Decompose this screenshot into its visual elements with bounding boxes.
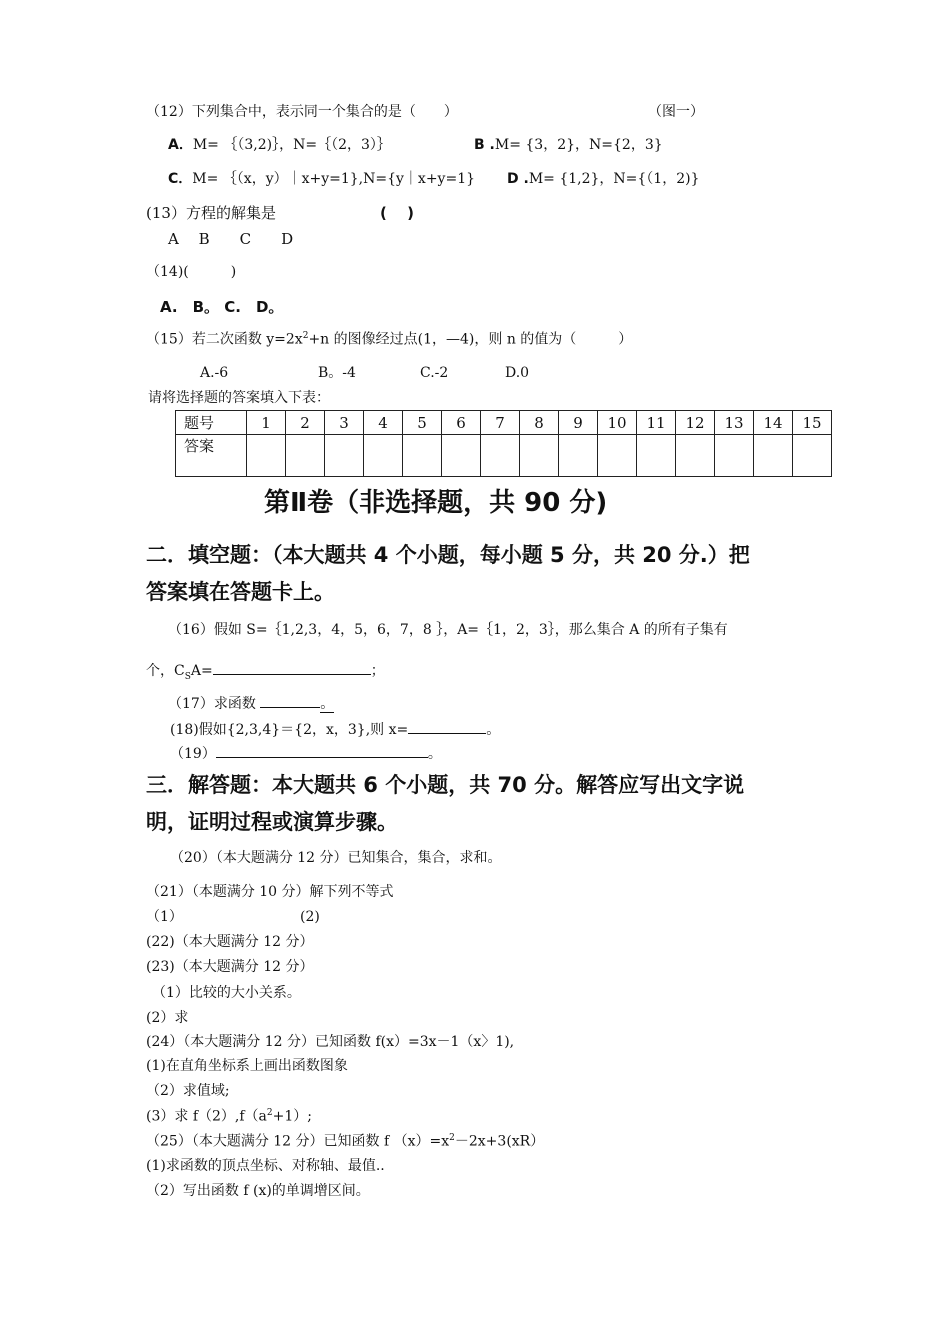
- q23-text: (23)（本大题满分 12 分）: [146, 959, 314, 975]
- table-cell-number: 4: [364, 411, 403, 435]
- q14-stem: （14)( ): [146, 264, 237, 280]
- q24-part3-sup: 2: [266, 1108, 273, 1118]
- q15-stem-post: +n 的图像经过点(1，—4)，则 n 的值为（ ）: [308, 331, 633, 348]
- table-header-number: 题号: [176, 411, 247, 435]
- table-cell-number: 10: [598, 411, 637, 435]
- answer-cell[interactable]: [676, 435, 715, 477]
- q13-options: A B C D: [168, 230, 294, 248]
- q22-text: (22)（本大题满分 12 分）: [146, 934, 314, 950]
- table-cell-number: 2: [286, 411, 325, 435]
- table-row-answers: [176, 435, 832, 477]
- table-cell-number: 12: [676, 411, 715, 435]
- q25-text-pre: （25）（本大题满分 12 分）已知函数 f （x）=x: [146, 1133, 450, 1150]
- q25-part2: （2）写出函数 f (x)的单调增区间。: [146, 1183, 370, 1199]
- q12-option-c: [168, 171, 475, 188]
- option-c-label: C．: [168, 171, 193, 187]
- q15-option-a: A.-6: [200, 365, 229, 381]
- table-cell-number: 3: [325, 411, 364, 435]
- answer-cell[interactable]: [793, 435, 832, 477]
- q14-options: A. B。 C. D。: [160, 298, 284, 316]
- q19-line: [170, 742, 442, 763]
- part2-title: 第Ⅱ卷（非选择题，共 90 分): [264, 488, 608, 518]
- answer-cell[interactable]: [715, 435, 754, 477]
- q15-stem: [146, 331, 632, 348]
- q23-part1: （1）比较的大小关系。: [152, 985, 301, 1001]
- answer-cell[interactable]: [598, 435, 637, 477]
- q25-text: [146, 1133, 544, 1150]
- q24-part2: （2）求值域;: [146, 1083, 230, 1099]
- q13-paren: ( ): [380, 204, 414, 222]
- q13-stem: (13）方程的解集是: [146, 204, 276, 222]
- q16-text-mid: A=: [190, 663, 213, 679]
- q16-sub: S: [184, 671, 191, 682]
- answer-cell[interactable]: [637, 435, 676, 477]
- q17-blank[interactable]: [260, 692, 320, 708]
- option-b-label: B .: [474, 137, 495, 153]
- q15-option-d: D.0: [505, 365, 530, 381]
- q15-stem-pre: （15）若二次函数 y=2x: [146, 331, 303, 348]
- section3-heading-line1: 三．解答题：本大题共 6 个小题，共 70 分。解答应写出文字说: [146, 773, 745, 797]
- q12-stem: （12）下列集合中，表示同一个集合的是（ ）: [146, 104, 458, 120]
- table-cell-number: 6: [442, 411, 481, 435]
- q21-text: （21）（本题满分 10 分）解下列不等式: [146, 884, 394, 900]
- option-a-label: A．: [168, 137, 193, 153]
- q25-text-post: －2x+3(xR）: [454, 1133, 545, 1150]
- q18-line: [170, 718, 500, 739]
- section3-heading-line2: 明，证明过程或演算步骤。: [146, 810, 398, 834]
- q18-end: 。: [486, 722, 501, 738]
- option-d-label: D .: [507, 171, 529, 187]
- answer-cell[interactable]: [520, 435, 559, 477]
- q15-option-c: C.-2: [420, 365, 449, 381]
- answer-cell[interactable]: [754, 435, 793, 477]
- q23-part2: (2）求: [146, 1010, 189, 1026]
- q12-option-a: [168, 137, 391, 154]
- option-c-text: M= ｛（x，y）｜x+y=1},N={y｜x+y=1}: [192, 171, 476, 187]
- q12-option-b: [474, 137, 663, 154]
- q12-figure-label: （图一）: [648, 104, 704, 120]
- answer-cell[interactable]: [403, 435, 442, 477]
- section2-heading-line2: 答案填在答题卡上。: [146, 580, 335, 604]
- q15-option-b: B。-4: [318, 365, 356, 381]
- q16-text-post: ；: [370, 663, 385, 679]
- option-b-text: M= {3，2}，N={2，3}: [494, 137, 663, 153]
- answer-cell[interactable]: [364, 435, 403, 477]
- q24-part3-pre: (3）求 f（2）,f（a: [146, 1108, 267, 1125]
- table-cell-number: 13: [715, 411, 754, 435]
- q24-part1: (1)在直角坐标系上画出函数图象: [146, 1058, 348, 1074]
- q21-part2: (2): [300, 909, 320, 925]
- answer-cell[interactable]: [442, 435, 481, 477]
- q15-sup: 2: [302, 331, 309, 341]
- option-a-text: M= ｛（3,2)｝，N=｛（2，3）｝: [192, 137, 391, 153]
- table-cell-number: 11: [637, 411, 676, 435]
- table-cell-number: 8: [520, 411, 559, 435]
- q21-part1: （1）: [146, 909, 183, 925]
- answer-cell[interactable]: [325, 435, 364, 477]
- q19-text: （19）: [170, 746, 216, 762]
- q19-end: 。: [427, 746, 442, 762]
- answer-cell[interactable]: [481, 435, 520, 477]
- table-cell-number: 1: [247, 411, 286, 435]
- q19-blank[interactable]: [216, 742, 428, 758]
- q16-line1: （16）假如 S=｛1,2,3，4，5，6，7，8 ｝，A=｛1，2，3｝，那么集合 A 的所有子集有: [168, 622, 728, 638]
- section2-heading-line1: 二．填空题：（本大题共 4 个小题，每小题 5 分，共 20 分.）把: [146, 543, 750, 567]
- q20-text: （20）（本大题满分 12 分）已知集合，集合，求和。: [170, 850, 502, 866]
- q24-part3-post: +1）;: [272, 1108, 312, 1125]
- table-cell-number: 5: [403, 411, 442, 435]
- q24-text: (24）（本大题满分 12 分）已知函数 f(x）=3x－1（x〉1),: [146, 1034, 515, 1050]
- q16-line2: [146, 659, 385, 683]
- table-cell-number: 9: [559, 411, 598, 435]
- table-cell-number: 14: [754, 411, 793, 435]
- table-cell-number: 7: [481, 411, 520, 435]
- answer-cell[interactable]: [286, 435, 325, 477]
- q16-blank[interactable]: [213, 659, 371, 675]
- table-row-numbers: [176, 411, 832, 435]
- table-header-answer: 答案: [176, 435, 247, 477]
- answer-cell[interactable]: [247, 435, 286, 477]
- q18-blank[interactable]: [408, 718, 486, 734]
- q17-end: 。: [320, 696, 335, 712]
- q12-option-d: [507, 171, 700, 188]
- q16-text-pre: 个，C: [146, 663, 185, 679]
- q24-part3: [146, 1108, 312, 1125]
- q17-text: （17）求函数: [168, 696, 261, 712]
- q17-line: [168, 692, 334, 713]
- q25-sup: 2: [449, 1133, 455, 1143]
- q18-text: (18)假如{2,3,4}＝{2，x，3},则 x=: [170, 722, 409, 738]
- q25-part1: (1)求函数的顶点坐标、对称轴、最值..: [146, 1158, 385, 1174]
- option-d-text: M= {1,2}，N={（1，2)}: [528, 171, 700, 187]
- answer-cell[interactable]: [559, 435, 598, 477]
- answer-instruction: 请将选择题的答案填入下表：: [148, 390, 330, 406]
- answer-table: [175, 410, 832, 477]
- table-cell-number: 15: [793, 411, 832, 435]
